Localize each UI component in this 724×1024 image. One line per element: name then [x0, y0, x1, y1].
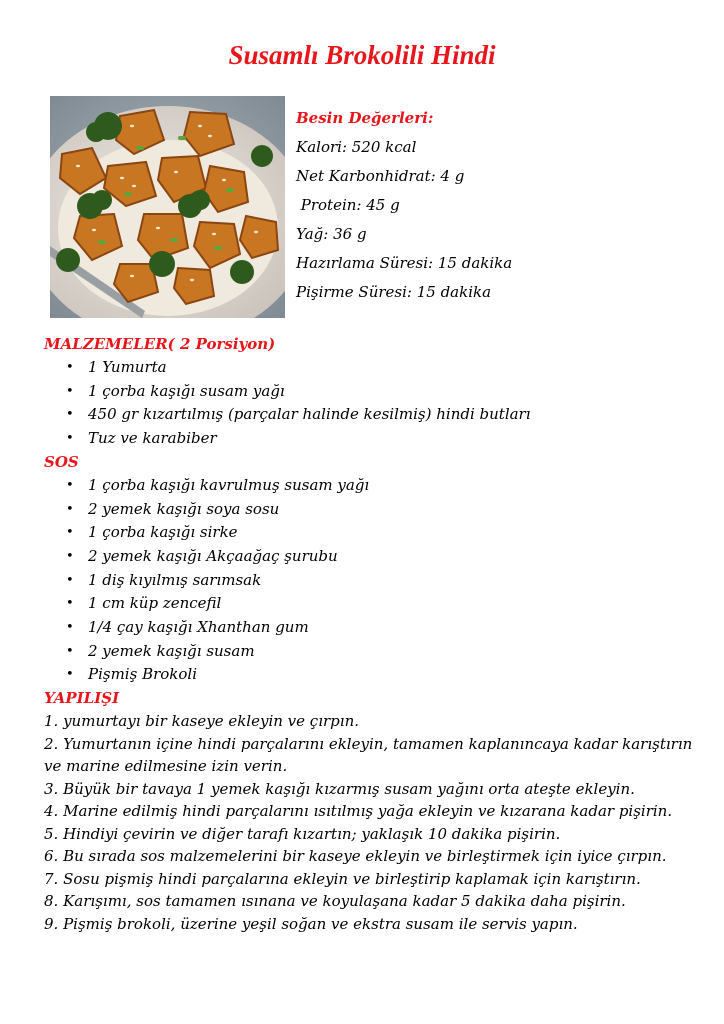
method-step: 8. Karışımı, sos tamamen ısınana ve koyulaşana kadar 5 dakika daha pişirin. — [44, 892, 626, 911]
nutrition-heading: Besin Değerleri: — [296, 109, 434, 127]
bullet-icon: • — [66, 360, 74, 375]
bullet-icon: • — [66, 383, 74, 399]
list-item: • 1 Yumurta — [44, 356, 704, 380]
bullet-icon: • — [66, 407, 74, 423]
bullet-icon: • — [66, 572, 74, 588]
bullet-icon: • — [66, 667, 74, 683]
bullet-icon: • — [66, 620, 74, 636]
method-step: 2. Yumurtanın içine hindi parçalarını ekleyin, tamamen kaplanıncaya kadar karıştırın ve marine edilmesine izin verin. — [44, 734, 693, 776]
method-steps — [44, 710, 704, 935]
list-item: • 1 çorba kaşığı sirke — [44, 521, 704, 545]
nutrition-protein: Protein: 45 g — [296, 196, 400, 214]
sauce-list — [44, 474, 704, 687]
list-item: • 1/4 çay kaşığı Xhanthan gum — [44, 616, 704, 640]
nutrition-calories: Kalori: 520 kcal — [296, 138, 417, 156]
list-item: • 2 yemek kaşığı soya sosu — [44, 498, 704, 522]
recipe-title: Susamlı Brokolili Hindi — [228, 40, 496, 70]
list-item: • Pişmiş Brokoli — [44, 663, 704, 687]
nutrition-prep-time: Hazırlama Süresi: 15 dakika — [296, 254, 513, 272]
nutrition-fat: Yağ: 36 g — [296, 225, 367, 243]
list-item: • 1 diş kıyılmış sarımsak — [44, 569, 704, 593]
dish-photo — [50, 96, 285, 318]
nutrition-net-carbs: Net Karbonhidrat: 4 g — [296, 167, 465, 185]
bullet-icon: • — [66, 525, 74, 541]
bullet-icon: • — [66, 477, 74, 493]
method-step: 9. Pişmiş brokoli, üzerine yeşil soğan ve ekstra susam ile servis yapın. — [44, 914, 578, 933]
nutrition-info — [296, 104, 512, 307]
bullet-icon: • — [66, 596, 74, 612]
method-step: 4. Marine edilmiş hindi parçalarını ısıtılmış yağa ekleyin ve kızarana kadar pişirin. — [44, 802, 673, 821]
list-item: • 2 yemek kaşığı Akçaağaç şurubu — [44, 545, 704, 569]
bullet-icon: • — [66, 501, 74, 517]
method-step: 5. Hindiyi çevirin ve diğer tarafı kızartın; yaklaşık 10 dakika pişirin. — [44, 824, 561, 843]
list-item: • 450 gr kızartılmış (parçalar halinde kesilmiş) hindi butları — [44, 403, 704, 427]
list-item: • 2 yemek kaşığı susam — [44, 640, 704, 664]
method-heading: YAPILIŞI — [44, 689, 120, 708]
bullet-icon: • — [66, 431, 74, 447]
list-item: • 1 çorba kaşığı susam yağı — [44, 380, 704, 404]
list-item: • 1 cm küp zencefil — [44, 592, 704, 616]
bullet-icon: • — [66, 548, 74, 564]
recipe-body — [44, 333, 704, 935]
method-step: 7. Sosu pişmiş hindi parçalarına ekleyin ve birleştirip kaplamak için karıştırın. — [44, 869, 641, 888]
method-step: 1. yumurtayı bir kaseye ekleyin ve çırpın. — [44, 712, 359, 731]
sauce-heading: SOS — [44, 452, 79, 471]
nutrition-cook-time: Pişirme Süresi: 15 dakika — [296, 283, 492, 301]
method-step: 3. Büyük bir tavaya 1 yemek kaşığı kızarmış susam yağını orta ateşte ekleyin. — [44, 779, 635, 798]
sesame-turkey-broccoli-photo-icon — [50, 96, 285, 318]
bullet-icon: • — [66, 643, 74, 659]
ingredients-heading: MALZEMELER( 2 Porsiyon) — [44, 335, 276, 353]
ingredients-list — [44, 356, 704, 451]
list-item: • 1 çorba kaşığı kavrulmuş susam yağı — [44, 474, 704, 498]
method-step: 6. Bu sırada sos malzemelerini bir kaseye ekleyin ve birleştirmek için iyice çırpın. — [44, 847, 667, 866]
list-item: • Tuz ve karabiber — [44, 427, 704, 451]
